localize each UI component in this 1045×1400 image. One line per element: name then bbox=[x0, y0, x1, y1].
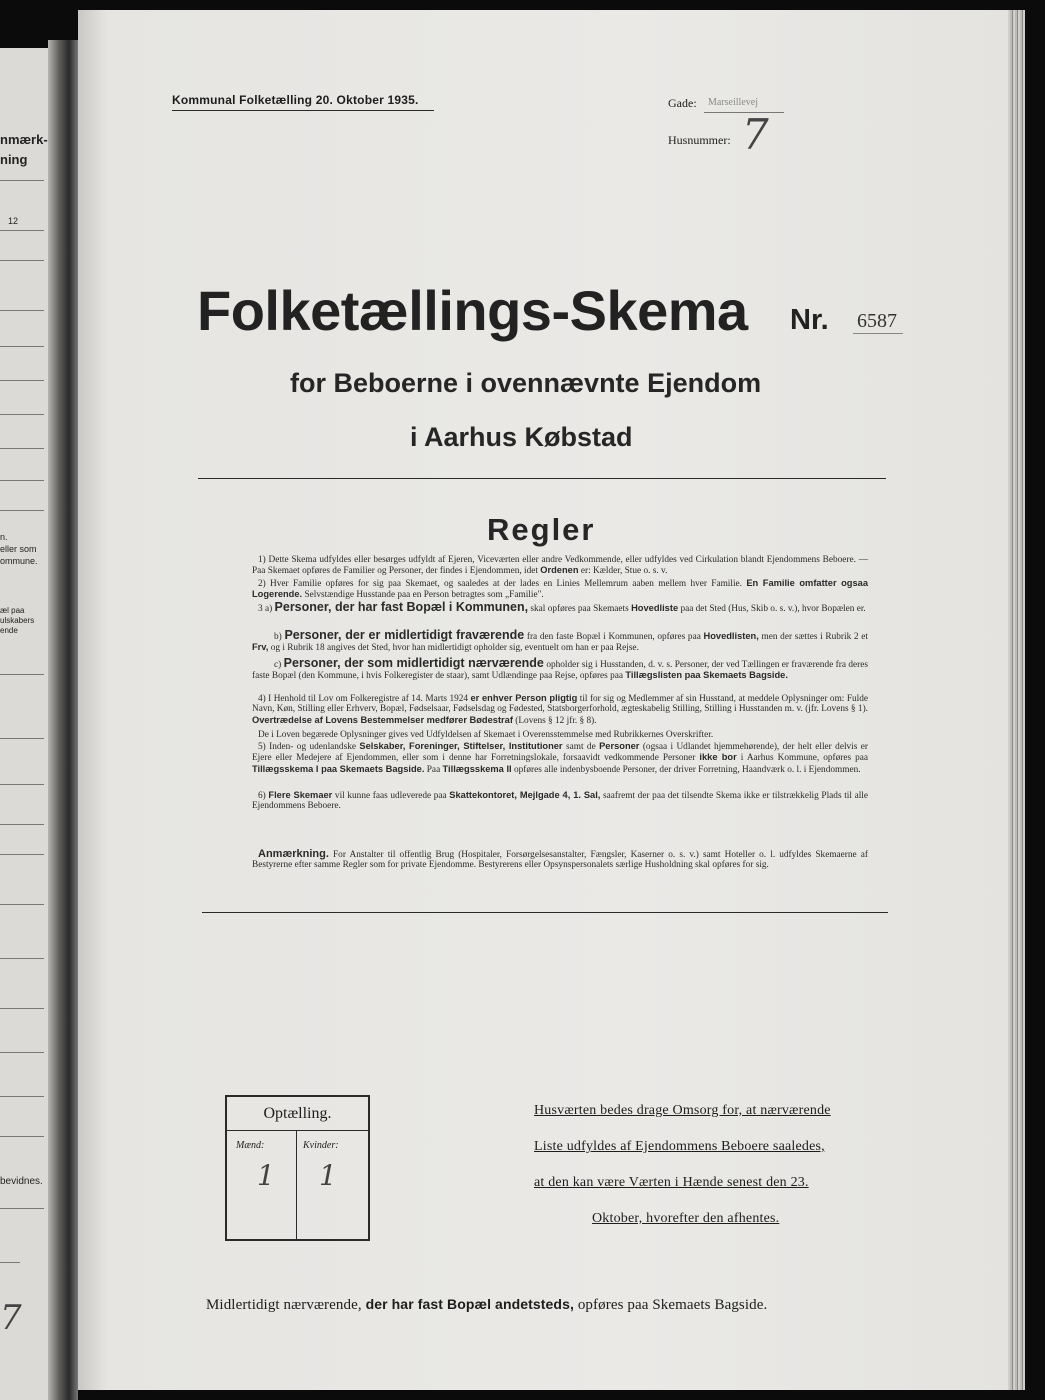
rule-4: 4) I Henhold til Lov om Folkeregistre af 14. Marts 1924 er enhver Person pligtig til for sig og Medlemmer af sin Husstand, at meddele Oplysninger om: Fulde Navn, Køn, Stilling eller Erhverv, Bopæl, Fødselsaar, Fødselsdag og Fødested, Statsborgerforhold, ægteskabelig Stilling, Stilling i Husstanden m. v. (jfr. Lovens § 1). Overtrædelse af Lovens Bestemmelser medfører Bødestraf (Lovens § 12 jfr. § 8). bbox=[252, 693, 869, 726]
divider bbox=[172, 110, 434, 111]
rule-2: 2) Hver Familie opføres for sig paa Skemaet, og saaledes at der lades en Linies Mellemrum aaben mellem hver Familie. En Familie omfatter ogsaa Logerende. Selvstændige Husstande paa en Person betragtes som „Familie". bbox=[252, 578, 868, 601]
left-page-text: n. bbox=[0, 532, 8, 542]
left-page-text: æl paa bbox=[0, 606, 25, 615]
divider bbox=[202, 912, 888, 913]
men-count: 1 bbox=[257, 1159, 275, 1192]
rule-3a: 3 a) Personer, der har fast Bopæl i Kommunen, skal opføres paa Skemaets Hovedliste paa det Sted (Hus, Skib o. s. v.), hvor Bopælen er. bbox=[258, 600, 866, 614]
house-number-label: Husnummer: bbox=[668, 133, 731, 147]
left-page-text: ommune. bbox=[0, 556, 38, 566]
left-page-text: 12 bbox=[8, 216, 19, 226]
form-number-label: Nr. bbox=[790, 304, 829, 336]
left-page-handwriting: 7 bbox=[0, 1298, 22, 1338]
landlord-note-line: Liste udfyldes af Ejendommens Beboere saaledes, bbox=[534, 1139, 825, 1154]
count-box-title: Optælling. bbox=[263, 1105, 332, 1122]
census-title-label: Kommunal Folketælling 20. Oktober 1935. bbox=[172, 93, 419, 107]
remark-paragraph: Anmærkning. For Anstalter til offentlig Brug (Hospitaler, Forsørgelsesanstalter, Fængsler, Kaserner o. s. v.) samt Hoteller o. l. udfyldes Skemaerne af Bestyrerne efter samme Regler som for private Ejendomme. Bestyrerens eller Opsynspersonalets særlige Husholdning skal opføres for sig. bbox=[252, 848, 868, 871]
rule-1: 1) Dette Skema udfyldes eller besørges udfyldt af Ejeren, Viceværten eller andre Vedkommende, eller udfyldes ved Cirkulation blandt Ejendommens Beboere. — Paa Skemaet opføres de Familier og Personer, der findes i Ejendommen, idet Ordenen er: Kælder, Stue o. s. v. bbox=[252, 555, 868, 577]
left-page-text: bevidnes. bbox=[0, 1176, 43, 1187]
remark-label: Anmærkning. bbox=[258, 848, 329, 860]
landlord-note-line: Oktober, hvorefter den afhentes. bbox=[592, 1211, 780, 1226]
street-label: Gade: bbox=[668, 96, 697, 110]
women-label: Kvinder: bbox=[303, 1140, 339, 1151]
house-number-value: 7 bbox=[742, 110, 769, 159]
rule-3b: b) Personer, der er midlertidigt fraværende fra den faste Bopæl i Kommunen, opføres paa Hovedlisten, men der sættes i Rubrik 2 et Frv, og i Rubrik 18 angives det Sted, hvor han midlertidigt opholder sig, eventuelt om han er paa Rejse. bbox=[252, 628, 868, 654]
street-value: Marseillevej bbox=[708, 97, 758, 108]
left-page-text: ulskabers bbox=[0, 616, 35, 625]
form-number-value: 6587 bbox=[857, 310, 897, 332]
rule-6: 6) Flere Skemaer vil kunne faas udleverede paa Skattekontoret, Mejlgade 4, 1. Sal, saafremt der paa det tilsendte Skema ikke er tilstrækkelig Plads til alle Ejendommens Beboere. bbox=[252, 790, 868, 812]
landlord-note-line: at den kan være Værten i Hænde senest den 23. bbox=[534, 1175, 809, 1190]
rule-4-note: De i Loven begærede Oplysninger gives ved Udfyldelsen af Skemaet i Overensstemmelse med Rubrikkernes Overskrifter. bbox=[258, 730, 714, 740]
women-count: 1 bbox=[319, 1159, 337, 1192]
count-box bbox=[225, 1095, 370, 1241]
book-gutter bbox=[48, 40, 78, 1400]
footer-note: Midlertidigt nærværende, der har fast Bopæl andetsteds, opføres paa Skemaets Bagside. bbox=[206, 1296, 768, 1313]
rules-heading: Regler bbox=[487, 512, 596, 547]
landlord-note-line: Husværten bedes drage Omsorg for, at nærværende bbox=[534, 1103, 831, 1118]
left-page-text: ning bbox=[0, 152, 28, 167]
form-subtitle-city: i Aarhus Købstad bbox=[410, 422, 633, 452]
form-title: Folketællings-Skema bbox=[197, 279, 748, 342]
left-page-text: ende bbox=[0, 626, 18, 635]
men-label: Mænd: bbox=[236, 1140, 265, 1151]
left-page-text: nmærk- bbox=[0, 132, 48, 147]
left-page-text: eller som bbox=[0, 544, 37, 554]
rule-5: 5) Inden- og udenlandske Selskaber, Foreninger, Stiftelser, Institutioner samt de Personer (ogsaa i Udlandet hjemmehørende), der helt eller delvis er Ejere eller Medejere af Ejendommen, eller som i denne har Forretningslokale, forsaavidt vedkommende Personer ikke bor i Aarhus Kommune, opføres paa Tillægsskema I paa Skemaets Bagside. Paa Tillægsskema II opføres alle indenbysboende Personer, der driver Forretning, Haandværk o. l. i Ejendommen. bbox=[252, 741, 869, 775]
rule-3c: c) Personer, der som midlertidigt nærværende opholder sig i Husstanden, d. v. s. Personer, der ved Tællingen er fraværende fra deres faste Bopæl (den Kommune, i hvis Folkeregister de staar), samt Udlændinge paa Rejse, opføres paa Tillægslisten paa Skemaets Bagside. bbox=[252, 656, 869, 682]
form-subtitle: for Beboerne i ovennævnte Ejendom bbox=[290, 368, 762, 398]
divider bbox=[198, 478, 886, 479]
divider bbox=[853, 333, 903, 334]
